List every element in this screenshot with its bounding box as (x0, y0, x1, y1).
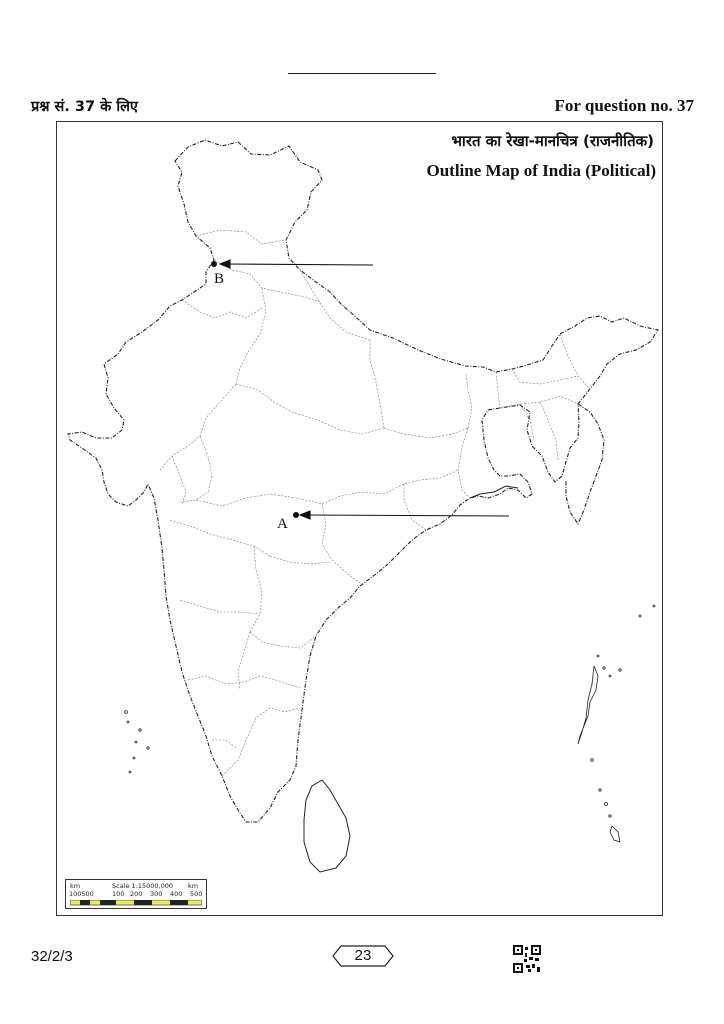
question-label-hindi: प्रश्न सं. 37 के लिए (31, 99, 138, 115)
scale-bar (65, 879, 207, 909)
india-national-border (68, 140, 658, 822)
scale-tick-500: 500 (190, 890, 203, 898)
page-number: 23 (354, 947, 372, 964)
sri-lanka-outline (304, 780, 350, 872)
northeast-border (566, 404, 604, 524)
scale-tick-400: 400 (170, 890, 183, 898)
scale-unit-left: km (70, 882, 81, 890)
question-label-english: For question no. 37 (554, 96, 694, 115)
coast-bengal (470, 486, 518, 498)
andaman-nicobar-islands (578, 605, 655, 842)
qr-code-icon (513, 945, 541, 973)
map-title-english: Outline Map of India (Political) (426, 161, 656, 180)
scale-tick-300: 300 (150, 890, 163, 898)
scale-ratio: Scale 1:15000,000 (112, 882, 174, 890)
arrow-a (300, 511, 509, 519)
lakshadweep-islands (125, 711, 150, 773)
map-title-hindi: भारत का रेखा-मानचित्र (राजनीतिक) (451, 132, 654, 150)
scale-left-ticks: 100500 (69, 890, 94, 898)
point-b-label: B (214, 271, 225, 287)
scale-segments (70, 900, 202, 906)
scale-tick-200: 200 (130, 890, 143, 898)
paper-code: 32/2/3 (31, 948, 73, 965)
point-a-label: A (277, 516, 288, 532)
state-boundaries (160, 230, 590, 776)
scale-unit-right: km (188, 882, 199, 890)
point-b-dot (211, 261, 217, 267)
point-a-dot (293, 512, 299, 518)
scale-tick-100: 100 (112, 890, 125, 898)
